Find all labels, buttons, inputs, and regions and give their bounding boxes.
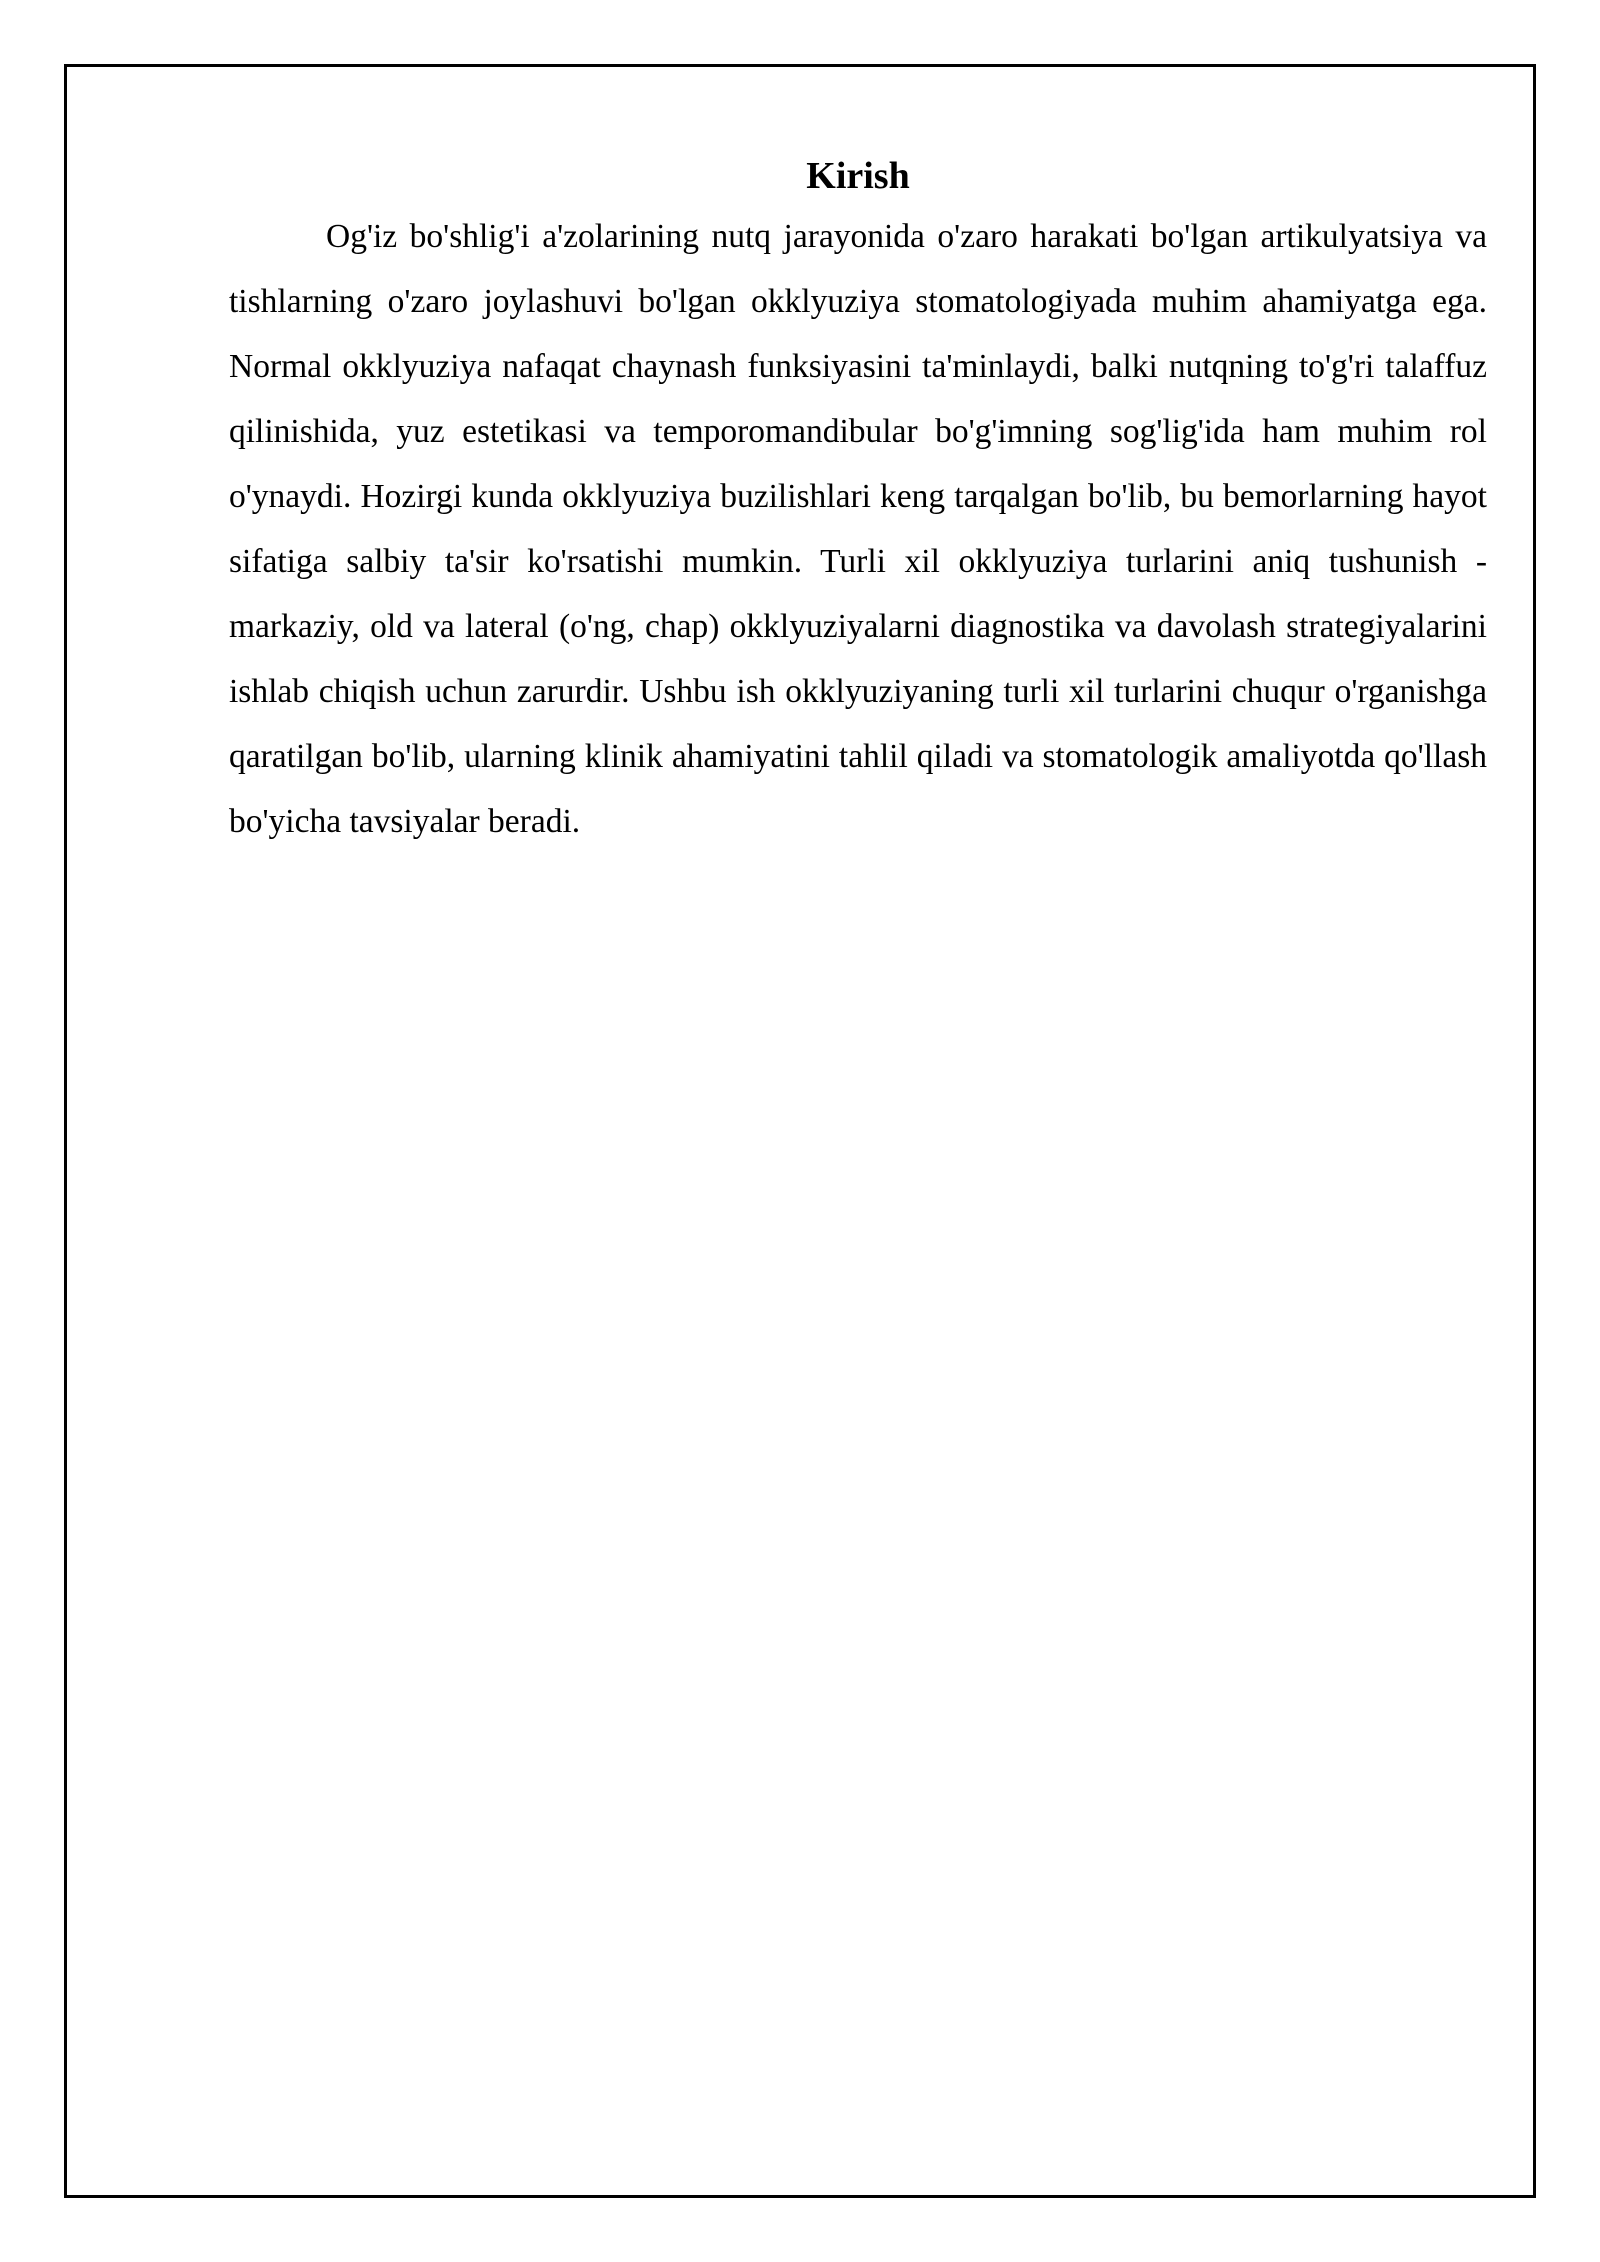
section-title: Kirish	[806, 155, 910, 197]
body-paragraph: Og'iz bo'shlig'i a'zolarining nutq jarayonida o'zaro harakati bo'lgan artikulyatsiya va tishlarning o'zaro joylashuvi bo'lgan okklyuziya stomatologiyada muhim ahamiyatga ega. Normal okklyuziya nafaqat chaynash funksiyasini ta'minlaydi, balki nutqning to'g'ri talaffuz qilinishida, yuz estetikasi va temporomandibular bo'g'imning sog'lig'ida ham muhim rol o'ynaydi. Hozirgi kunda okklyuziya buzilishlari keng tarqalgan bo'lib, bu bemorlarning hayot sifatiga salbiy ta'sir ko'rsatishi mumkin. Turli xil okklyuziya turlarini aniq tushunish - markaziy, old va lateral (o'ng, chap) okklyuziyalarni diagnostika va davolash strategiyalarini ishlab chiqish uchun zarurdir. Ushbu ish okklyuziyaning turli xil turlarini chuqur o'rganishga qaratilgan bo'lib, ularning klinik ahamiyatini tahlil qiladi va stomatologik amaliyotda qo'llash bo'yicha tavsiyalar beradi.	[229, 218, 1487, 840]
document-body	[229, 148, 1487, 854]
